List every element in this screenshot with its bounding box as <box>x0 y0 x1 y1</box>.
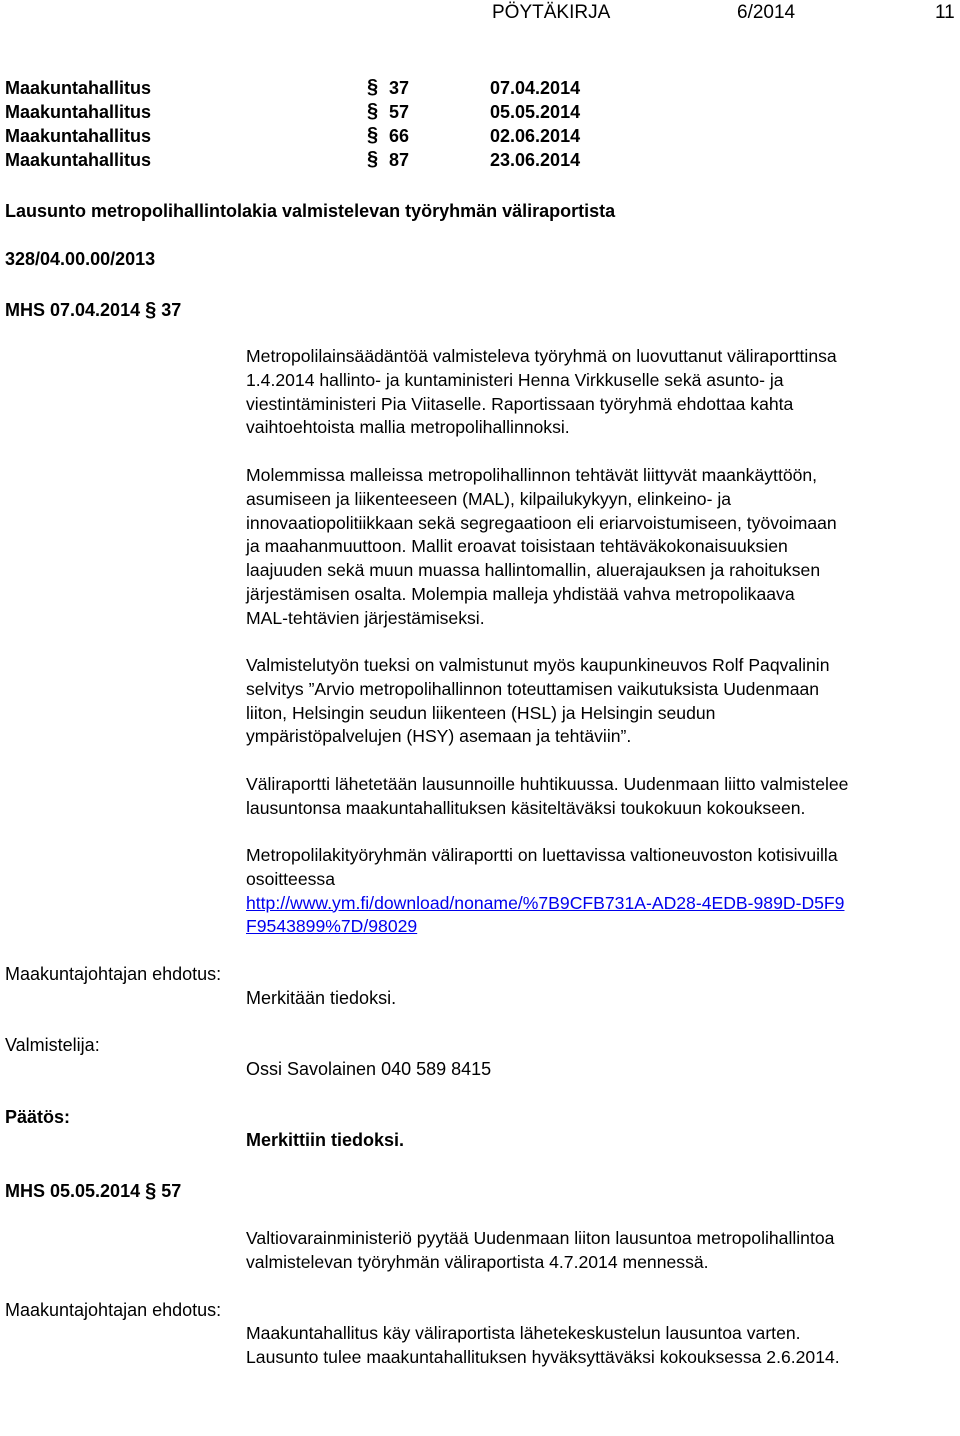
paragraph <box>246 345 951 440</box>
paragraph-line: laajuuden sekä muun muassa hallintomallin, aluerajauksen ja rahoituksen <box>246 560 821 581</box>
report-download-link[interactable] <box>246 892 951 916</box>
reference-body: Maakuntahallitus <box>5 150 152 170</box>
meeting-reference-section: 37 <box>161 300 182 320</box>
paragraph-line: vaihtoehtoista mallia metropolihallinnoksi. <box>246 417 570 438</box>
paragraph-line: valmistelevan työryhmän väliraportista 4.7.2014 mennessä. <box>246 1251 709 1272</box>
paragraph-line: Molemmissa malleissa metropolihallinnon tehtävät liittyvät maankäyttöön, <box>246 465 818 485</box>
preparer-text: Ossi Savolainen 040 589 8415 <box>246 1059 492 1079</box>
paragraph-line: Maakuntahallitus käy väliraportista lähetekeskustelun lausuntoa varten. <box>246 1323 801 1343</box>
reference-section: 57 <box>389 102 410 122</box>
paragraph-line: 1.4.2014 hallinto- ja kuntaministeri Henna Virkkuselle sekä asunto- ja <box>246 369 784 390</box>
section-symbol: § <box>367 76 379 98</box>
paragraph <box>246 1227 951 1275</box>
report-download-link-continued[interactable] <box>246 915 951 939</box>
reference-section: 66 <box>389 126 410 146</box>
page-number: 11 <box>935 2 955 23</box>
paragraph-line: Metropolilainsäädäntöä valmisteleva työryhmä on luovuttanut väliraporttinsa <box>246 346 837 366</box>
paragraph-line: osoitteessa <box>246 868 335 889</box>
paragraph-line: liiton, Helsingin seudun liikenteen (HSL) ja Helsingin seudun <box>246 702 716 723</box>
meeting-reference-section: 57 <box>161 1181 182 1201</box>
paragraph-line: Väliraportti lähetetään lausunnoille huhtikuussa. Uudenmaan liitto valmistelee <box>246 774 849 794</box>
paragraph-line: Lausunto tulee maakuntahallituksen hyväksyttäväksi kokouksessa 2.6.2014. <box>246 1346 840 1367</box>
page-title: Lausunto metropolihallintolakia valmistelevan työryhmän väliraportista <box>5 201 616 221</box>
document-type: PÖYTÄKIRJA <box>492 2 611 23</box>
reference-date: 05.05.2014 <box>490 102 581 122</box>
meeting-reference-date: MHS 05.05.2014 <box>5 1181 141 1201</box>
decision-label: Päätös: <box>5 1107 71 1127</box>
paragraph-line: järjestämisen osalta. Molempia malleja yhdistää vahva metropolikaava <box>246 583 795 604</box>
paragraph-line: asumiseen ja liikenteeseen (MAL), kilpailukykyyn, elinkeino- ja <box>246 488 732 509</box>
paragraph <box>246 654 951 749</box>
paragraph-line: MAL-tehtävien järjestämiseksi. <box>246 607 485 628</box>
section-symbol: § <box>367 100 379 122</box>
paragraph <box>246 464 951 631</box>
section-symbol: § <box>367 148 379 170</box>
preparer-label: Valmistelija: <box>5 1035 100 1055</box>
paragraph-line: Valmistelutyön tueksi on valmistunut myös kaupunkineuvos Rolf Paqvalinin <box>246 655 830 675</box>
meeting-reference <box>5 1179 181 1203</box>
paragraph-line: lausuntonsa maakuntahallituksen käsiteltäväksi toukokuun kokoukseen. <box>246 797 806 818</box>
link-line[interactable]: F9543899%7D/98029 <box>246 916 418 937</box>
meeting-reference <box>5 298 181 322</box>
reference-body: Maakuntahallitus <box>5 126 152 146</box>
link-line[interactable]: http://www.ym.fi/download/noname/%7B9CFB731A-AD28-4EDB-989D-D5F9 <box>246 892 845 913</box>
paragraph-line: ympäristöpalvelujen (HSY) asemaan ja tehtäviin”. <box>246 726 632 747</box>
proposal-text <box>246 1322 951 1370</box>
meeting-reference-date: MHS 07.04.2014 <box>5 300 141 320</box>
section-symbol: § <box>145 299 157 321</box>
reference-section: 87 <box>389 150 410 170</box>
document-number: 6/2014 <box>737 2 796 23</box>
section-symbol: § <box>145 1180 157 1202</box>
decision-text: Merkittiin tiedoksi. <box>246 1130 405 1150</box>
paragraph-line: Valtiovarainministeriö pyytää Uudenmaan liiton lausuntoa metropolihallintoa <box>246 1228 835 1248</box>
section-symbol: § <box>367 124 379 146</box>
proposal-label: Maakuntajohtajan ehdotus: <box>5 964 222 984</box>
reference-date: 02.06.2014 <box>490 126 581 146</box>
paragraph <box>246 844 951 939</box>
reference-body: Maakuntahallitus <box>5 78 152 98</box>
paragraph <box>246 773 951 821</box>
reference-date: 07.04.2014 <box>490 78 581 98</box>
paragraph-line: viestintäministeri Pia Viitaselle. Raportissaan työryhmä ehdottaa kahta <box>246 393 794 414</box>
diary-number: 328/04.00.00/2013 <box>5 249 156 269</box>
paragraph-line: innovaatiopolitiikkaan sekä segregaatioon eli eriarvoistumiseen, työvoimaan <box>246 512 837 533</box>
reference-date: 23.06.2014 <box>490 150 581 170</box>
reference-body: Maakuntahallitus <box>5 102 152 122</box>
paragraph-line: ja maahanmuuttoon. Mallit eroavat toisistaan tehtäväkokonaisuuksien <box>246 536 788 557</box>
paragraph-line: Metropolilakityöryhmän väliraportti on luettavissa valtioneuvoston kotisivuilla <box>246 845 838 865</box>
reference-section: 37 <box>389 78 410 98</box>
proposal-label: Maakuntajohtajan ehdotus: <box>5 1300 222 1320</box>
proposal-text: Merkitään tiedoksi. <box>246 988 397 1008</box>
paragraph-line: selvitys ”Arvio metropolihallinnon toteuttamisen vaikutuksista Uudenmaan <box>246 678 820 699</box>
